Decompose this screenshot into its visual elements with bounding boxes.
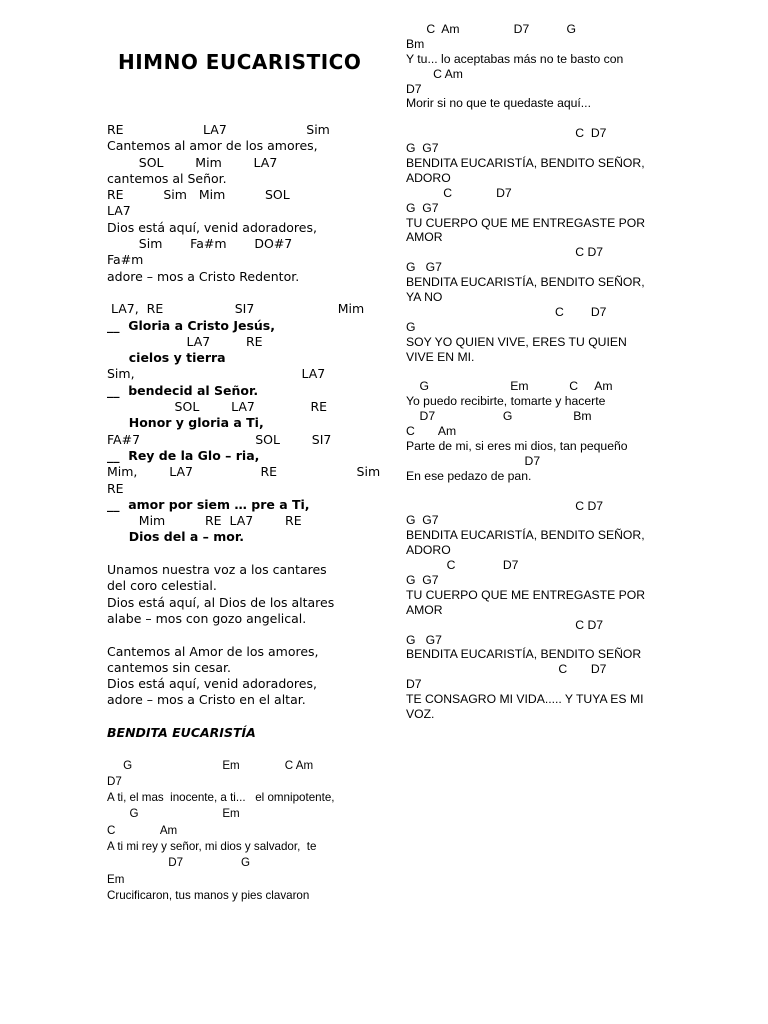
left-line: Cantemos al amor de los amores, bbox=[107, 138, 318, 154]
left-line: RE LA7 Sim bbox=[107, 122, 330, 137]
right-line: D7 G Bm bbox=[406, 409, 592, 424]
left-line: A ti mi rey y señor, mi dios y salvador, te bbox=[107, 840, 317, 854]
right-line: Y tu... lo aceptabas más no te basto con bbox=[406, 51, 624, 66]
left-line bbox=[107, 627, 380, 643]
right-line: C D7 bbox=[406, 185, 512, 200]
left-line: __ Rey de la Glo – ria, bbox=[107, 447, 260, 463]
right-line: C D7 bbox=[406, 558, 519, 573]
left-line: alabe – mos con gozo angelical. bbox=[107, 610, 307, 626]
left-line: D7 G bbox=[107, 856, 251, 870]
right-line: G G7 bbox=[406, 200, 439, 215]
right-line: C Am bbox=[406, 424, 457, 439]
right-line: C Am D7 G bbox=[406, 22, 576, 36]
left-line: Sim Fa#m DO#7 bbox=[107, 236, 293, 252]
left-line: D7 bbox=[107, 774, 122, 788]
right-line: G bbox=[406, 319, 416, 334]
left-line bbox=[107, 285, 380, 301]
left-line: Unamos nuestra voz a los cantares bbox=[107, 562, 327, 578]
left-line: Mim RE LA7 RE bbox=[107, 513, 302, 529]
left-line: Dios del a – mor. bbox=[107, 529, 244, 545]
left-line: Mim, LA7 RE Sim bbox=[107, 464, 381, 480]
left-line: RE bbox=[107, 480, 124, 496]
right-line: C D7 bbox=[406, 126, 607, 141]
left-line: cantemos sin cesar. bbox=[107, 659, 231, 675]
left-line: Dios está aquí, venid adoradores, bbox=[107, 676, 317, 692]
right-line: Bm bbox=[406, 36, 425, 51]
right-line: Parte de mi, si eres mi dios, tan pequeño bbox=[406, 438, 628, 453]
right-line: G G7 bbox=[406, 260, 442, 275]
left-line: cielos y tierra bbox=[107, 350, 226, 366]
left-line: Cantemos al Amor de los amores, bbox=[107, 643, 319, 659]
left-line: del coro celestial. bbox=[107, 578, 217, 594]
right-line: C D7 bbox=[406, 498, 604, 513]
left-column bbox=[107, 122, 380, 904]
right-line: AMOR bbox=[406, 230, 443, 245]
left-line: Dios está aquí, venid adoradores, bbox=[107, 219, 317, 235]
right-line: TE CONSAGRO MI VIDA..... Y TUYA ES MI bbox=[406, 692, 644, 707]
left-line: Crucificaron, tus manos y pies clavaron bbox=[107, 888, 310, 902]
left-line: LA7 bbox=[107, 203, 131, 219]
right-line: D7 bbox=[406, 677, 422, 692]
right-line: BENDITA EUCARISTÍA, BENDITO SEÑOR bbox=[406, 647, 642, 662]
right-line: G G7 bbox=[406, 632, 442, 647]
left-line: FA#7 SOL SI7 bbox=[107, 431, 332, 447]
right-line: G G7 bbox=[406, 513, 439, 528]
right-line: ADORO bbox=[406, 170, 451, 185]
right-line: YA NO bbox=[406, 290, 443, 305]
right-line: G Em C Am bbox=[406, 379, 613, 394]
left-line bbox=[107, 741, 380, 757]
right-line bbox=[406, 111, 645, 126]
left-line: BENDITA EUCARISTÍA bbox=[107, 724, 256, 740]
left-line: LA7, RE SI7 Mim bbox=[107, 301, 365, 317]
right-line: VIVE EN MI. bbox=[406, 349, 475, 364]
left-line: Em bbox=[107, 872, 125, 886]
left-line: A ti, el mas inocente, a ti... el omnipotente, bbox=[107, 791, 335, 805]
right-line: G G7 bbox=[406, 141, 439, 156]
right-line: D7 bbox=[406, 81, 422, 96]
right-line: C D7 bbox=[406, 304, 607, 319]
left-line: RE Sim Mim SOL bbox=[107, 187, 290, 203]
left-line: Fa#m bbox=[107, 252, 144, 268]
right-line: VOZ. bbox=[406, 706, 435, 721]
right-line: BENDITA EUCARISTÍA, BENDITO SEÑOR, bbox=[406, 275, 645, 290]
left-line: Dios está aquí, al Dios de los altares bbox=[107, 594, 335, 610]
left-line: adore – mos a Cristo en el altar. bbox=[107, 692, 306, 708]
right-line: AMOR bbox=[406, 602, 443, 617]
right-line: SOY YO QUIEN VIVE, ERES TU QUIEN bbox=[406, 334, 627, 349]
left-line: __ Gloria a Cristo Jesús, bbox=[107, 317, 275, 333]
left-line: Sim, LA7 bbox=[107, 366, 326, 382]
right-line: BENDITA EUCARISTÍA, BENDITO SEÑOR, bbox=[406, 156, 645, 171]
right-line bbox=[406, 364, 645, 379]
right-line: TU CUERPO QUE ME ENTREGASTE POR bbox=[406, 215, 646, 230]
left-line bbox=[107, 546, 380, 562]
right-line: En ese pedazo de pan. bbox=[406, 468, 532, 483]
left-line: __ bendecid al Señor. bbox=[107, 382, 259, 398]
left-line: LA7 RE bbox=[107, 333, 263, 349]
right-line: ADORO bbox=[406, 543, 451, 558]
right-column bbox=[406, 22, 645, 722]
right-line: C D7 bbox=[406, 662, 607, 677]
right-line: G G7 bbox=[406, 572, 439, 587]
left-line: cantemos al Señor. bbox=[107, 170, 227, 186]
left-line bbox=[107, 709, 380, 725]
right-line: Morir si no que te quedaste aquí... bbox=[406, 96, 591, 111]
left-line: G Em C Am bbox=[107, 758, 314, 772]
left-line: G Em bbox=[107, 807, 240, 821]
left-line: adore – mos a Cristo Redentor. bbox=[107, 268, 300, 284]
left-line: SOL Mim LA7 bbox=[107, 154, 278, 170]
right-line: C Am bbox=[406, 66, 463, 81]
left-line: C Am bbox=[107, 823, 178, 837]
page-title: HIMNO EUCARISTICO bbox=[118, 50, 362, 74]
right-line: C D7 bbox=[406, 617, 604, 632]
right-line: BENDITA EUCARISTÍA, BENDITO SEÑOR, bbox=[406, 528, 645, 543]
right-line: D7 bbox=[406, 453, 541, 468]
right-line bbox=[406, 484, 645, 499]
left-line: SOL LA7 RE bbox=[107, 399, 328, 415]
right-line: Yo puedo recibirte, tomarte y hacerte bbox=[406, 394, 606, 409]
left-line: __ amor por siem … pre a Ti, bbox=[107, 496, 310, 512]
right-line: C D7 bbox=[406, 245, 604, 260]
right-line: TU CUERPO QUE ME ENTREGASTE POR bbox=[406, 587, 646, 602]
left-line: Honor y gloria a Ti, bbox=[107, 415, 264, 431]
